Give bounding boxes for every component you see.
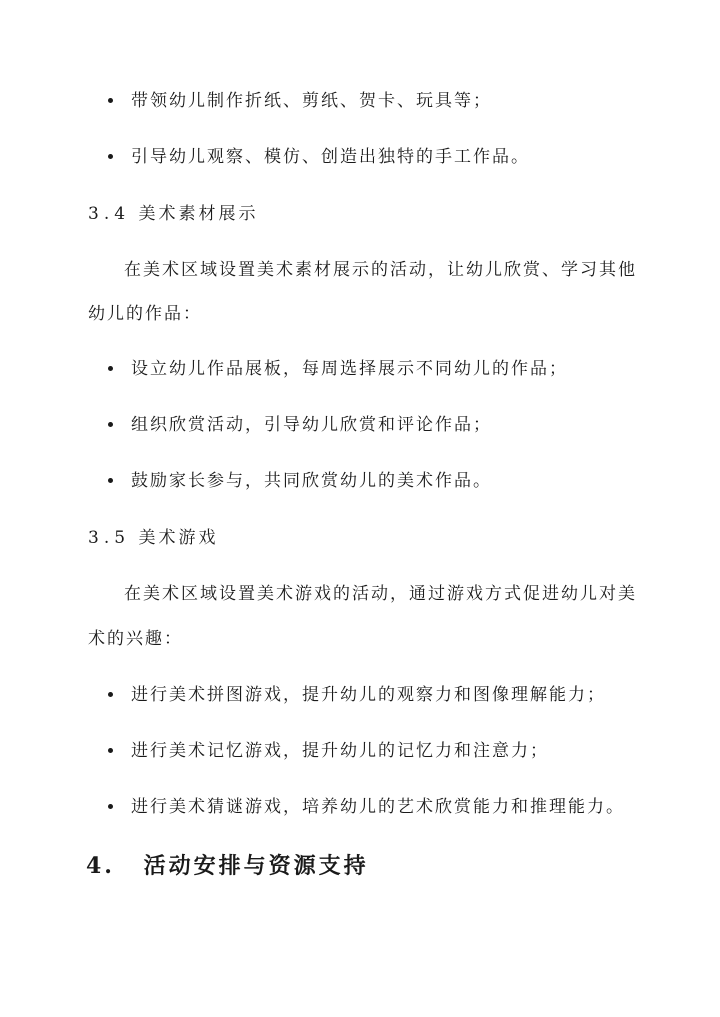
bullet-dot	[108, 98, 113, 103]
section-heading-3-4	[88, 202, 258, 226]
bullet-dot	[108, 692, 113, 697]
section-heading-3-5	[88, 526, 218, 550]
list-item-text: 引导幼儿观察、模仿、创造出独特的手工作品。	[131, 147, 530, 167]
paragraph-line: 在美术区域设置美术游戏的活动，通过游戏方式促进幼儿对美	[124, 584, 637, 604]
bullet-dot	[108, 748, 113, 753]
paragraph-line: 幼儿的作品：	[88, 304, 202, 324]
section-title: 美术素材展示	[138, 204, 259, 224]
paragraph-line: 在美术区域设置美术素材展示的活动，让幼儿欣赏、学习其他	[124, 260, 637, 280]
list-item-text: 进行美术拼图游戏，提升幼儿的观察力和图像理解能力；	[131, 685, 606, 705]
list-item-text: 进行美术猜谜游戏，培养幼儿的艺术欣赏能力和推理能力。	[131, 797, 625, 817]
section-title: 美术游戏	[138, 528, 219, 548]
section-number: 3.4	[88, 204, 131, 224]
list-item-text: 鼓励家长参与，共同欣赏幼儿的美术作品。	[131, 471, 492, 491]
list-item-text: 组织欣赏活动，引导幼儿欣赏和评论作品；	[131, 415, 492, 435]
section-number: 3.5	[88, 528, 131, 548]
paragraph-line: 术的兴趣：	[88, 629, 183, 649]
bullet-dot	[108, 366, 113, 371]
list-item-text: 设立幼儿作品展板，每周选择展示不同幼儿的作品；	[131, 359, 568, 379]
bullet-dot	[108, 422, 113, 427]
section-title: 活动安排与资源支持	[143, 853, 369, 879]
bullet-dot	[108, 804, 113, 809]
list-item-text: 带领幼儿制作折纸、剪纸、贺卡、玩具等；	[131, 91, 492, 111]
bullet-dot	[108, 478, 113, 483]
bullet-dot	[108, 154, 113, 159]
section-number: 4.	[86, 853, 115, 879]
list-item-text: 进行美术记忆游戏，提升幼儿的记忆力和注意力；	[131, 741, 549, 761]
section-heading-4	[86, 851, 369, 881]
